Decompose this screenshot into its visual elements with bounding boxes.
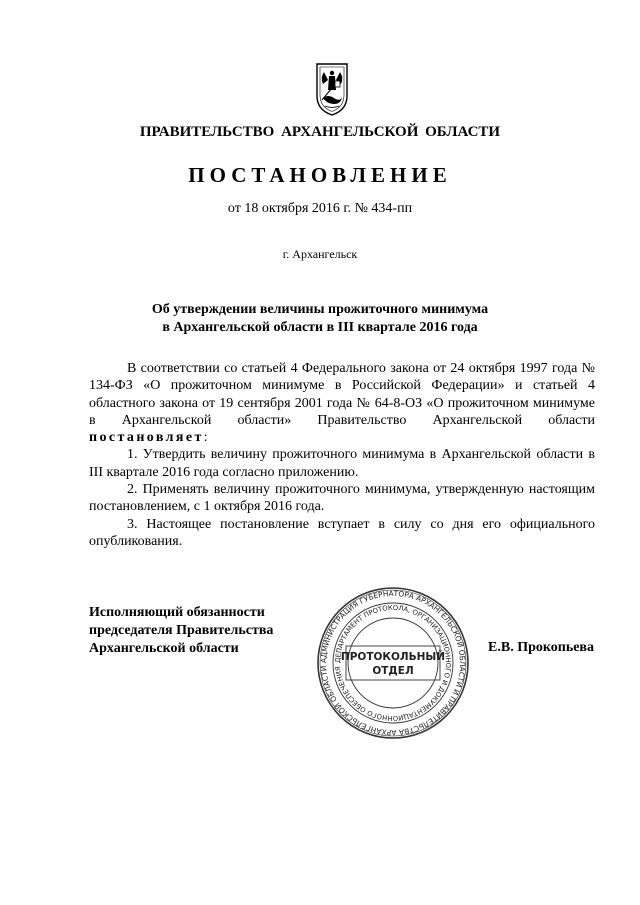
signer-position (89, 604, 273, 658)
subject-line-2: в Архангельской области в III квартале 2016 года (162, 320, 478, 335)
preamble-text: В соответствии со статьей 4 Федерального закона от 24 октября 1997 года № 134-ФЗ «О прожиточном минимуме в Российской Федерации» и статьей 4 областного закона от 19 сентября 2001 года № 64-8-ОЗ «О прожиточном минимуме в Архангельской области» Правительство Архангельской области (89, 361, 595, 428)
preamble-paragraph (89, 360, 595, 446)
document-body (89, 360, 595, 550)
signer-position-line-3: Архангельской области (89, 641, 239, 656)
signer-name: Е.В. Прокопьева (488, 640, 594, 655)
stamp-inner-text: ДЕПАРТАМЕНТ ПРОТОКОЛА, ОРГАНИЗАЦИОННОГО И ДОКУМЕНТАЦИОННОГО ОБЕСПЕЧЕНИЯ (333, 603, 453, 723)
document-city: г. Архангельск (282, 247, 358, 261)
subject-line-1: Об утверждении величины прожиточного минимума (151, 302, 489, 317)
stamp-center-line-2: ОТДЕЛ (372, 665, 414, 677)
stamp-outer-text: АДМИНИСТРАЦИЯ ГУБЕРНАТОРА АРХАНГЕЛЬСКОЙ ОБЛАСТИ И ПРАВИТЕЛЬСТВА АРХАНГЕЛЬСКОЙ ОБЛАСТИ (318, 588, 468, 738)
stamp-center-line-1: ПРОТОКОЛЬНЫЙ (340, 651, 446, 663)
resolves-word: постановляет (89, 430, 204, 446)
item-2: 2. Применять величину прожиточного минимума, утвержденную настоящим постановлением, с 1 октября 2016 года. (89, 482, 595, 515)
signer-position-line-2: председателя Правительства (89, 623, 274, 638)
government-title: ПРАВИТЕЛЬСТВО АРХАНГЕЛЬСКОЙ ОБЛАСТИ (139, 124, 501, 140)
signer-position-line-1: Исполняющий обязанности (89, 605, 265, 620)
document-date-number: от 18 октября 2016 г. № 434-пп (227, 201, 413, 216)
coat-of-arms-icon (314, 60, 350, 116)
document-subject (0, 301, 640, 337)
document-type: ПОСТАНОВЛЕНИЕ (188, 163, 452, 187)
official-stamp (316, 586, 470, 740)
item-1: 1. Утвердить величину прожиточного минимума в Архангельской области в III квартале 2016 года согласно приложению. (89, 447, 595, 480)
resolves-colon: : (203, 430, 208, 446)
item-3: 3. Настоящее постановление вступает в силу со дня его официального опубликования. (89, 516, 595, 549)
